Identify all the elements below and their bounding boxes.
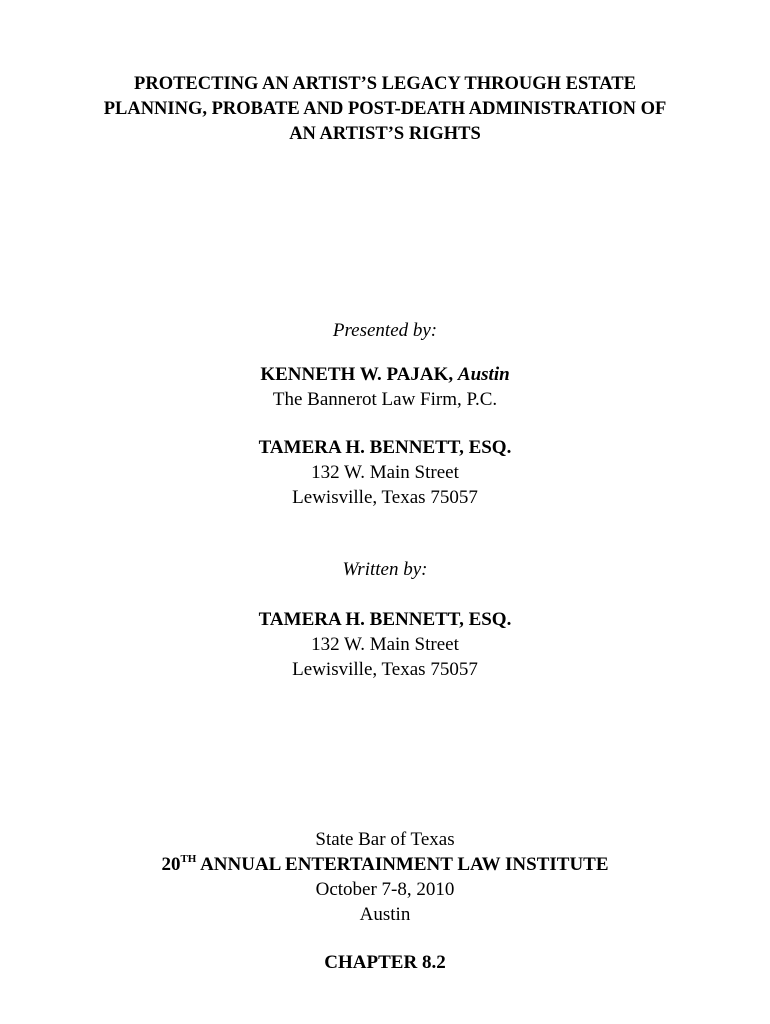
presenter-2-address-2: Lewisville, Texas 75057	[292, 487, 478, 508]
title-line-1: PROTECTING AN ARTIST’S LEGACY THROUGH ESTATE	[134, 74, 636, 94]
author-address-2: Lewisville, Texas 75057	[292, 659, 478, 680]
author-address-1: 132 W. Main Street	[311, 634, 459, 655]
event-ordinal-suffix: TH	[180, 853, 197, 865]
presenter-1	[0, 362, 770, 412]
chapter-number: CHAPTER 8.2	[324, 952, 446, 973]
document-title	[0, 72, 770, 147]
presenter-1-city: Austin	[457, 364, 510, 385]
presenter-1-name-line	[0, 362, 770, 387]
written-by-label: Written by:	[342, 559, 428, 580]
author	[0, 607, 770, 682]
presenter-1-name: KENNETH W. PAJAK,	[260, 364, 454, 385]
event-ordinal-number: 20	[161, 854, 181, 875]
event-dates: October 7-8, 2010	[315, 879, 455, 900]
event-organization: State Bar of Texas	[315, 829, 455, 850]
title-line-3: AN ARTIST’S RIGHTS	[289, 124, 481, 144]
presenter-2-address-1: 132 W. Main Street	[311, 462, 459, 483]
presenter-2-name: TAMERA H. BENNETT, ESQ.	[258, 437, 512, 458]
presenter-2	[0, 435, 770, 510]
event-name-line	[0, 852, 770, 877]
chapter-section	[0, 950, 770, 975]
presented-by-label: Presented by:	[332, 320, 438, 341]
title-line-2: PLANNING, PROBATE AND POST-DEATH ADMINISTRATION OF	[103, 99, 667, 119]
event-location: Austin	[359, 904, 411, 925]
presenter-1-firm: The Bannerot Law Firm, P.C.	[272, 389, 498, 410]
event-block	[0, 827, 770, 927]
author-name: TAMERA H. BENNETT, ESQ.	[258, 609, 512, 630]
event-name: ANNUAL ENTERTAINMENT LAW INSTITUTE	[200, 854, 609, 875]
presented-by-section	[0, 318, 770, 343]
written-by-section	[0, 557, 770, 582]
